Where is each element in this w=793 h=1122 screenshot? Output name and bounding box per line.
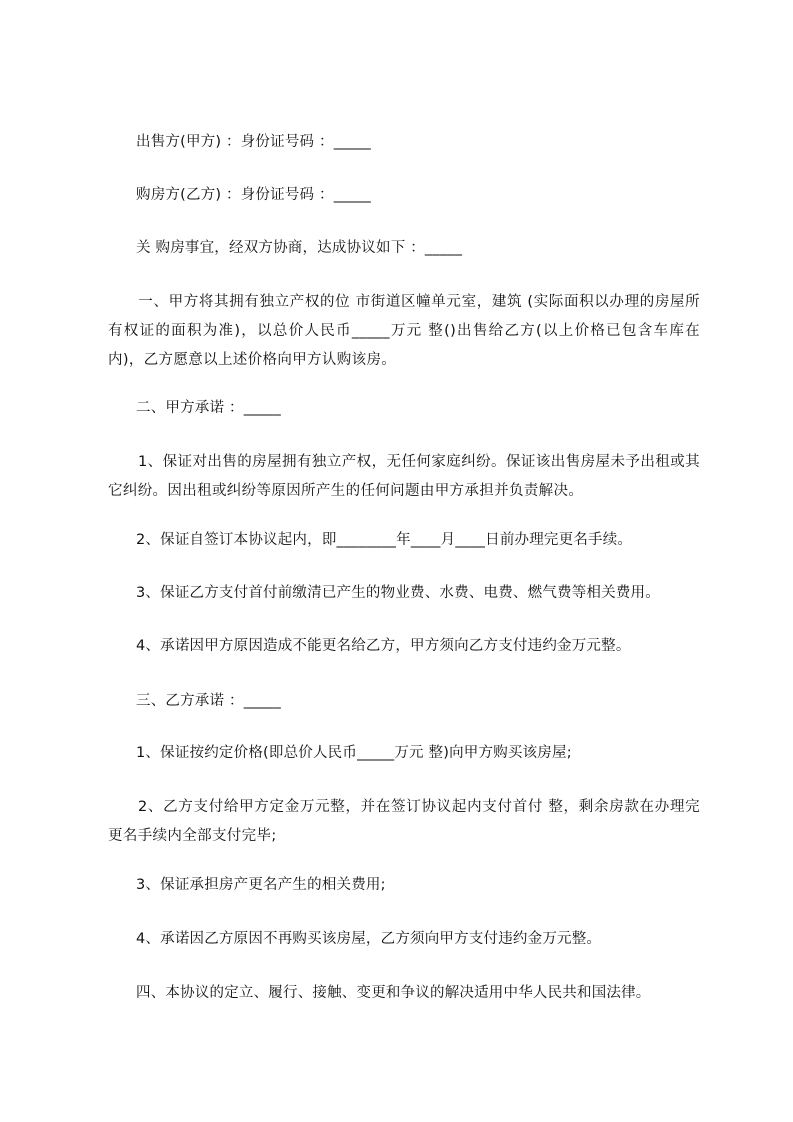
buyer-promise-1: 1、保证按约定价格(即总价人民币_____万元 整)向甲方购买该房屋; [136, 745, 572, 761]
section-three-heading: 三、乙方承诺 ：_____ [136, 693, 281, 709]
clause-one [108, 288, 700, 375]
seller-promise-4: 4、承诺因甲方原因造成不能更名给乙方，甲方须向乙方支付违约金万元整。 [136, 638, 631, 654]
seller-promise-1 [108, 448, 700, 506]
buyer-promise-2-text: 2、乙方支付给甲方定金万元整，并在签订协议起内支付首付 整，剩余房款在办理完更名手续内全部支付完毕; [108, 799, 700, 844]
clause-one-text: 一、甲方将其拥有独立产权的位 市街道区幢单元室，建筑 (实际面积以办理的房屋所有权证的面积为准)，以总价人民币_____万元 整()出售给乙方(以上价格已包含车库在内)，乙方愿意以上述价格向甲方认购该房。 [108, 294, 700, 368]
buyer-promise-2 [108, 793, 700, 851]
agreement-intro-line: 关 购房事宜，经双方协商，达成协议如下 ：_____ [136, 240, 463, 256]
buyer-promise-4: 4、承诺因乙方原因不再购买该房屋，乙方须向甲方支付违约金万元整。 [136, 931, 602, 947]
buyer-promise-3: 3、保证承担房产更名产生的相关费用; [136, 877, 386, 893]
seller-promise-3: 3、保证乙方支付首付前缴清已产生的物业费、水费、电费、燃气费等相关费用。 [136, 585, 660, 601]
seller-promise-1-text: 1、保证对出售的房屋拥有独立产权，无任何家庭纠纷。保证该出售房屋未予出租或其它纠纷。因出租或纠纷等原因所产生的任何问题由甲方承担并负责解决。 [108, 454, 700, 499]
seller-promise-2: 2、保证自签订本协议起内，即________年____月____日前办理完更名手续。 [136, 532, 633, 548]
clause-four: 四、本协议的定立、履行、接触、变更和争议的解决适用中华人民共和国法律。 [136, 985, 651, 1001]
section-two-heading: 二、甲方承诺 ：_____ [136, 400, 281, 416]
seller-line: 出售方(甲方) ：身份证号码 ：_____ [136, 134, 371, 150]
buyer-line: 购房方(乙方) ：身份证号码 ：_____ [136, 187, 371, 203]
